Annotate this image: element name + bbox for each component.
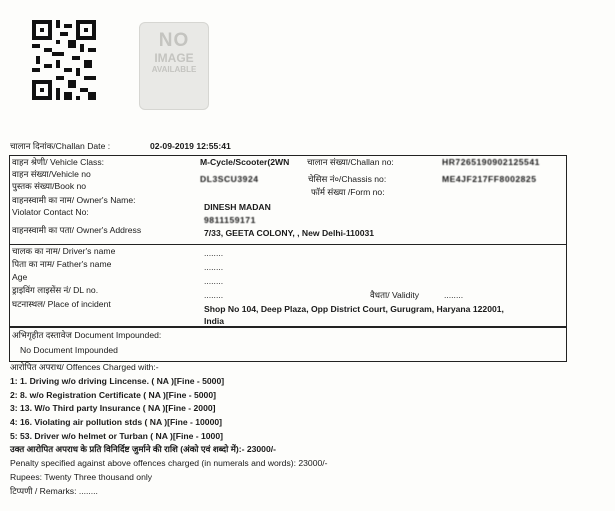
validity-value: ........ <box>444 290 464 300</box>
age-value: ........ <box>204 276 224 286</box>
qr-code <box>32 20 96 100</box>
photo-placeholder <box>139 22 209 110</box>
challan-no-label: चालान संख्या/Challan no: <box>307 157 394 167</box>
owner-name-label: वाहनस्वामी का नाम/ Owner's Name: <box>12 195 136 205</box>
father-name-value: ........ <box>204 262 224 272</box>
owner-name-value: DINESH MADAN <box>204 202 271 212</box>
driver-name-label: चालक का नाम/ Driver's name <box>12 246 116 256</box>
place-value-line2: India <box>204 316 225 326</box>
form-no-label: फॉर्म संख्या /Form no: <box>311 187 385 197</box>
violator-contact-label: Violator Contact No: <box>12 207 89 217</box>
place-value-line1: Shop No 104, Deep Plaza, Opp District Court, Gurugram, Haryana 122001, <box>204 304 504 314</box>
vehicle-no-label: वाहन संख्या/Vehicle no <box>12 169 91 179</box>
owner-address-value: 7/33, GEETA COLONY, , New Delhi-110031 <box>204 228 375 238</box>
fine-total-hindi: उक्त आरोपित अपराध के प्रति विनिर्दिष्ट जुर्माने की राशि (अंको एवं शब्दो में):- 23000/- <box>10 444 276 454</box>
photo-placeholder-line3: AVAILABLE <box>151 65 197 74</box>
driver-name-value: ........ <box>204 248 224 258</box>
offence-item: 5: 53. Driver w/o helmet or Turban ( NA )[Fine - 1000] <box>10 431 223 441</box>
book-no-label: पुस्तक संख्या/Book no <box>12 181 87 191</box>
offence-item: 2: 8. w/o Registration Certificate ( NA )[Fine - 5000] <box>10 390 216 400</box>
rupees-in-words: Rupees: Twenty Three thousand only <box>10 472 153 482</box>
offence-item: 4: 16. Violating air pollution stds ( NA )[Fine - 10000] <box>10 417 223 427</box>
photo-placeholder-line1: NO <box>158 30 190 51</box>
chassis-value: ME4JF217FF8002825 <box>442 174 537 184</box>
challan-date-label: चालान दिनांक/Challan Date : <box>10 141 111 151</box>
dl-no-value: ........ <box>204 290 224 300</box>
challan-no-value: HR7265190902125541 <box>442 157 540 167</box>
offence-item: 3: 13. W/o Third party Insurance ( NA )[Fine - 2000] <box>10 403 216 413</box>
vehicle-class-value: M-Cycle/Scooter(2WN <box>200 157 290 167</box>
penalty-text: Penalty specified against above offences charged (in numerals and words): 23000/- <box>10 458 328 468</box>
father-name-label: पिता का नाम/ Father's name <box>12 259 112 269</box>
challan-date-value: 02-09-2019 12:55:41 <box>150 141 231 151</box>
vehicle-class-label: वाहन श्रेणी/ Vehicle Class: <box>12 157 104 167</box>
validity-label: वैधता/ Validity <box>370 290 420 300</box>
owner-address-label: वाहनस्वामी का पता/ Owner's Address <box>12 225 142 235</box>
vehicle-no-value: DL3SCU3924 <box>200 174 259 184</box>
impounded-value: No Document Impounded <box>20 345 118 355</box>
remarks: टिप्पणी / Remarks: ........ <box>10 486 98 496</box>
offence-item: 1: 1. Driving w/o driving Lincense. ( NA )[Fine - 5000] <box>10 376 225 386</box>
photo-placeholder-line2: IMAGE <box>154 51 194 65</box>
dl-no-label: ड्राइविंग लाइसेंस नं/ DL no. <box>12 285 99 295</box>
offences-heading: आरोपित अपराध/ Offences Charged with:- <box>10 362 159 372</box>
impounded-label: अभिगृहीत दस्तावेज Document Impounded: <box>12 330 162 340</box>
violator-contact-value: 9811159171 <box>204 215 256 225</box>
place-label: घटनास्थल/ Place of incident <box>12 299 111 309</box>
chassis-label: चेसिस नं०/Chassis no: <box>308 174 387 184</box>
age-label: Age <box>12 272 28 282</box>
